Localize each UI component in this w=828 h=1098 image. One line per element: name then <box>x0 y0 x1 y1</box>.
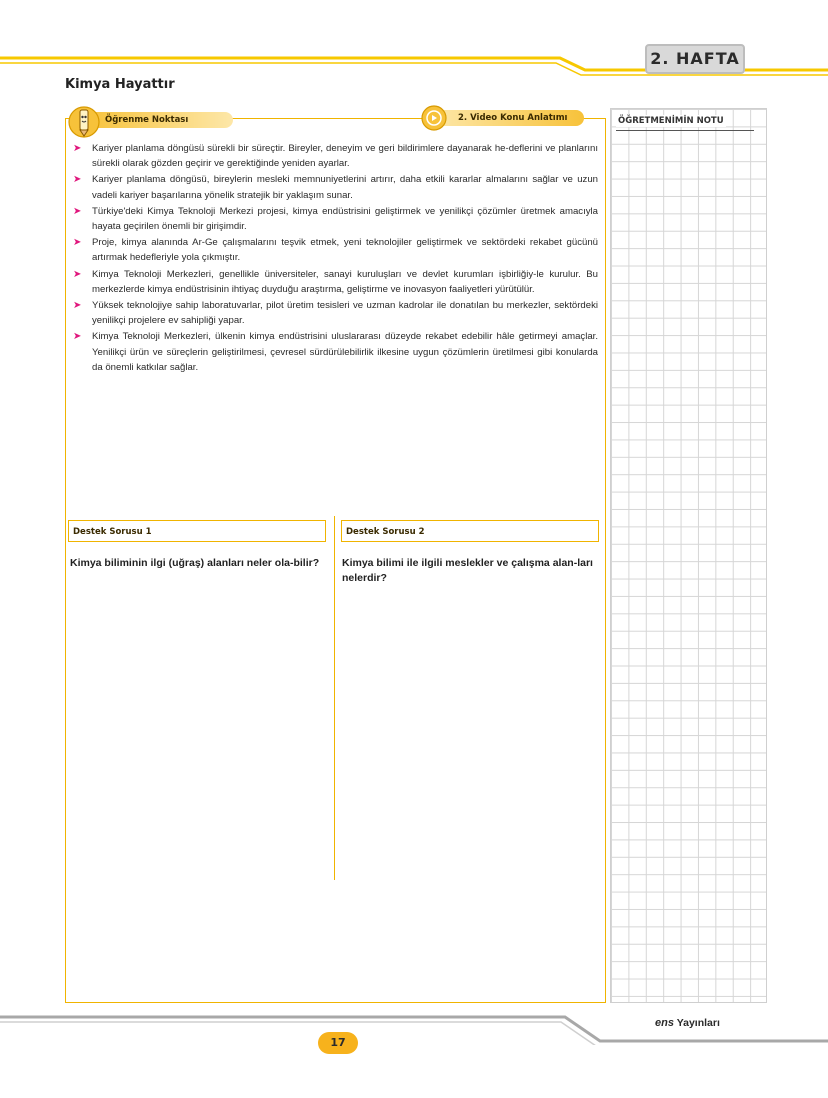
bullet-arrow-icon: ➤ <box>73 205 82 217</box>
page-number: 17 <box>318 1032 358 1054</box>
support-question-1-text: Kimya biliminin ilgi (uğraş) alanları neler ola-bilir? <box>70 557 320 569</box>
teacher-notes-title: ÖĞRETMENİMİN NOTU <box>618 116 724 126</box>
publisher-logo-mark: ens <box>655 1017 674 1029</box>
week-label: 2. HAFTA <box>645 44 745 74</box>
list-item: ➤ Kariyer planlama döngüsü, bireylerin mesleki memnuniyetlerini artırır, daha etkili kararlar almalarını sağlar ve uzun vadeli kariyer başarılarına yönelik stratejik bir yaklaşım sunar. <box>73 174 598 201</box>
page-title: Kimya Hayattır <box>65 77 175 92</box>
play-icon[interactable] <box>420 105 448 131</box>
publisher-name: Yayınları <box>676 1017 720 1029</box>
list-item: ➤ Kimya Teknoloji Merkezleri, ülkenin kimya endüstrisini uluslararası düzeyde rekabet edebilir hâle getirmeyi amaçlar. Yenilikçi ürün ve süreçlerin geliştirilmesi, çevresel sürdürülebilirlik ilkesine uygun çözümlerin üretilmesi gibi konularda da önemli katkılar sağlar. <box>73 331 598 373</box>
learning-badge <box>67 107 235 131</box>
bullet-arrow-icon: ➤ <box>73 174 82 186</box>
learning-points-list <box>70 141 598 376</box>
support-question-1-label: Destek Sorusu 1 <box>73 527 152 537</box>
support-question-2-text: Kimya bilimi ile ilgili meslekler ve çalışma alan-ları nelerdir? <box>342 557 593 584</box>
teacher-notes-underline <box>616 130 754 131</box>
column-divider <box>334 516 335 880</box>
support-question-2-label: Destek Sorusu 2 <box>346 527 425 537</box>
video-badge[interactable] <box>420 105 590 131</box>
list-item: ➤ Türkiye'deki Kimya Teknoloji Merkezi projesi, kimya endüstrisini geliştirmek ve yenilikçi çözümler üretmek amacıyla hayata geçirilen önemli bir girişimdir. <box>73 205 598 233</box>
support-question-2-header <box>341 520 599 542</box>
list-item: ➤ Proje, kimya alanında Ar-Ge çalışmalarını teşvik etmek, yeni teknolojiler geliştirmek ve sektördeki rekabet gücünü artırmak hedefleriyle yola çıkmıştır. <box>73 237 598 264</box>
publisher-logo <box>655 1017 720 1029</box>
bullet-arrow-icon: ➤ <box>73 300 82 312</box>
bullet-arrow-icon: ➤ <box>73 331 82 343</box>
list-item: ➤ Kariyer planlama döngüsü sürekli bir süreçtir. Bireyler, deneyim ve geri bildirimlere dayanarak he-deflerini ve planlarını sürekli olarak gözden geçirir ve gerektiğinde yeniden ayarlar. <box>73 143 598 170</box>
list-item: ➤ Kimya Teknoloji Merkezleri, genellikle üniversiteler, sanayi kuruluşları ve devlet kurumları işbirliğiy-le kurulur. Bu merkezlerde kimya endüstrisinin ihtiyaç duyduğu araştırma, geliştirme ve inovasyon faaliyetleri yürütülür. <box>73 268 598 295</box>
learning-badge-label: Öğrenme Noktası <box>83 112 233 128</box>
bullet-arrow-icon: ➤ <box>73 237 82 249</box>
bullet-arrow-icon: ➤ <box>73 268 82 280</box>
pencil-mascot-icon <box>67 105 101 139</box>
video-badge-label: 2. Video Konu Anlatımı <box>434 110 584 126</box>
teacher-notes-grid[interactable] <box>610 108 767 1003</box>
support-question-1-header <box>68 520 326 542</box>
list-item: ➤ Yüksek teknolojiye sahip laboratuvarlar, pilot üretim tesisleri ve uzman kadrolar ile donatılan bu merkezler, sektördeki yenilikçi projelere ev sahipliği yapar. <box>73 300 598 327</box>
bullet-arrow-icon: ➤ <box>73 143 82 154</box>
